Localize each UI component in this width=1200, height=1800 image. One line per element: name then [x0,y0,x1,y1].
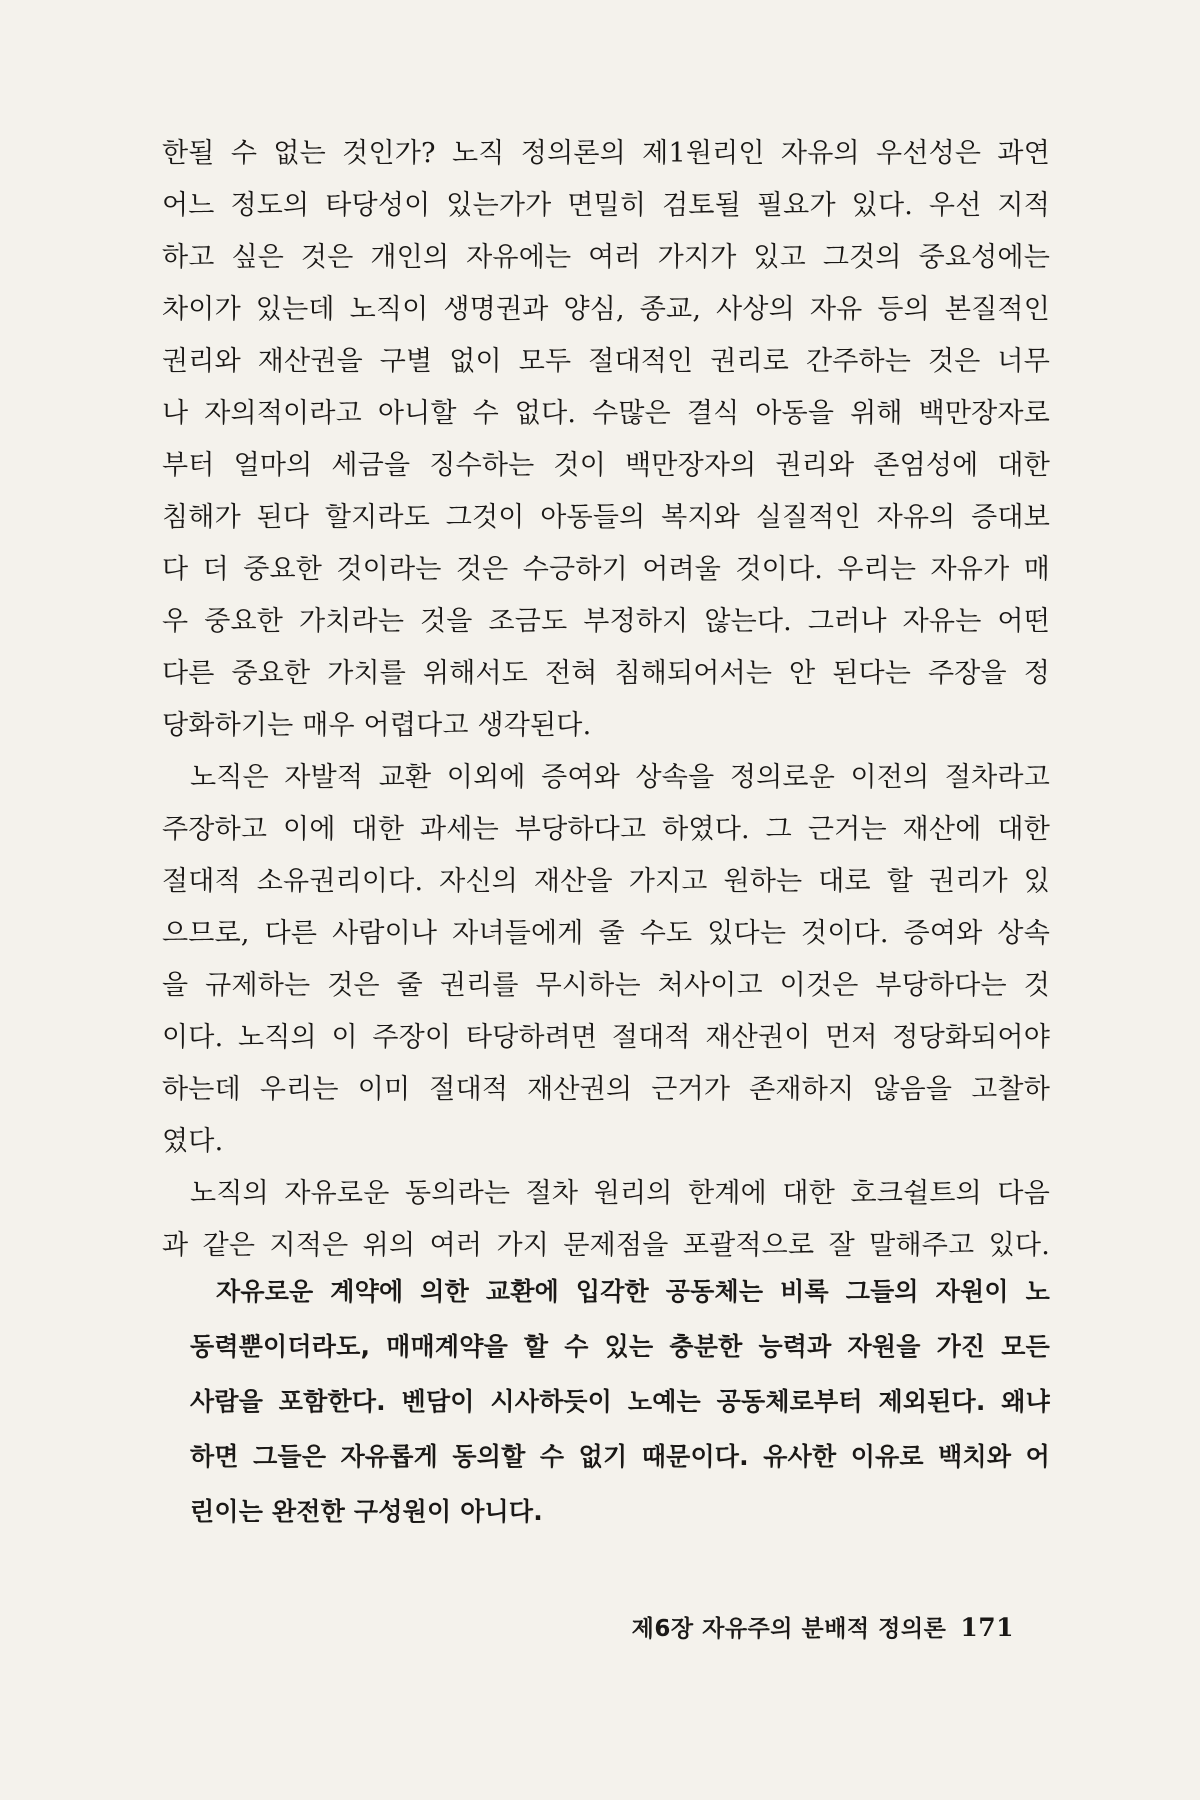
body-text [162,128,1050,1272]
text-line: 나 자의적이라고 아니할 수 없다. 수많은 결식 아동을 위해 백만장자로 [162,398,1050,429]
text-line: 하는데 우리는 이미 절대적 재산권의 근거가 존재하지 않음을 고찰하 [162,1074,1050,1105]
quote-line: 하면 그들은 자유롭게 동의할 수 없기 때문이다. 유사한 이유로 백치와 어 [190,1442,1050,1471]
text-line: 노직은 자발적 교환 이외에 증여와 상속을 정의로운 이전의 절차라고 [190,762,1050,793]
quote-line: 동력뿐이더라도, 매매계약을 할 수 있는 충분한 능력과 자원을 가진 모든 [190,1332,1050,1361]
text-line: 차이가 있는데 노직이 생명권과 양심, 종교, 사상의 자유 등의 본질적인 [162,294,1050,325]
text-line: 을 규제하는 것은 줄 권리를 무시하는 처사이고 이것은 부당하다는 것 [162,970,1050,1001]
paragraph-2 [162,752,1050,1168]
text-line: 우 중요한 가치라는 것을 조금도 부정하지 않는다. 그러나 자유는 어떤 [162,606,1050,637]
text-line: 당화하기는 매우 어렵다고 생각된다. [162,710,592,741]
text-line: 다른 중요한 가치를 위해서도 전혀 침해되어서는 안 된다는 주장을 정 [162,658,1050,689]
text-line: 다 더 중요한 것이라는 것은 수긍하기 어려울 것이다. 우리는 자유가 매 [162,554,1050,585]
text-line: 노직의 자유로운 동의라는 절차 원리의 한계에 대한 호크쉴트의 다음 [190,1178,1050,1209]
block-quote [190,1264,1050,1539]
chapter-title: 제6장 자유주의 분배적 정의론 [631,1616,947,1642]
text-line: 절대적 소유권리이다. 자신의 재산을 가지고 원하는 대로 할 권리가 있 [162,866,1050,897]
text-line: 어느 정도의 타당성이 있는가가 면밀히 검토될 필요가 있다. 우선 지적 [162,190,1050,221]
text-line: 였다. [162,1126,224,1157]
quote-line: 린이는 완전한 구성원이 아니다. [190,1497,543,1526]
text-line: 한될 수 없는 것인가? 노직 정의론의 제1원리인 자유의 우선성은 과연 [162,138,1050,169]
paragraph-3 [162,1168,1050,1272]
text-line: 하고 싶은 것은 개인의 자유에는 여러 가지가 있고 그것의 중요성에는 [162,242,1050,273]
page-number: 171 [960,1613,1014,1642]
text-line: 주장하고 이에 대한 과세는 부당하다고 하였다. 그 근거는 재산에 대한 [162,814,1050,845]
paragraph-1 [162,128,1050,752]
text-line: 과 같은 지적은 위의 여러 가지 문제점을 포괄적으로 잘 말해주고 있다. [162,1230,1050,1261]
text-line: 침해가 된다 할지라도 그것이 아동들의 복지와 실질적인 자유의 증대보 [162,502,1050,533]
quote-line: 자유로운 계약에 의한 교환에 입각한 공동체는 비록 그들의 자원이 노 [216,1277,1050,1306]
quote-line: 사람을 포함한다. 벤담이 시사하듯이 노예는 공동체로부터 제외된다. 왜냐 [190,1387,1050,1416]
text-line: 부터 얼마의 세금을 징수하는 것이 백만장자의 권리와 존엄성에 대한 [162,450,1050,481]
text-line: 이다. 노직의 이 주장이 타당하려면 절대적 재산권이 먼저 정당화되어야 [162,1022,1050,1053]
running-footer [632,1610,1014,1643]
text-line: 권리와 재산권을 구별 없이 모두 절대적인 권리로 간주하는 것은 너무 [162,346,1050,377]
text-line: 으므로, 다른 사람이나 자녀들에게 줄 수도 있다는 것이다. 증여와 상속 [162,918,1050,949]
